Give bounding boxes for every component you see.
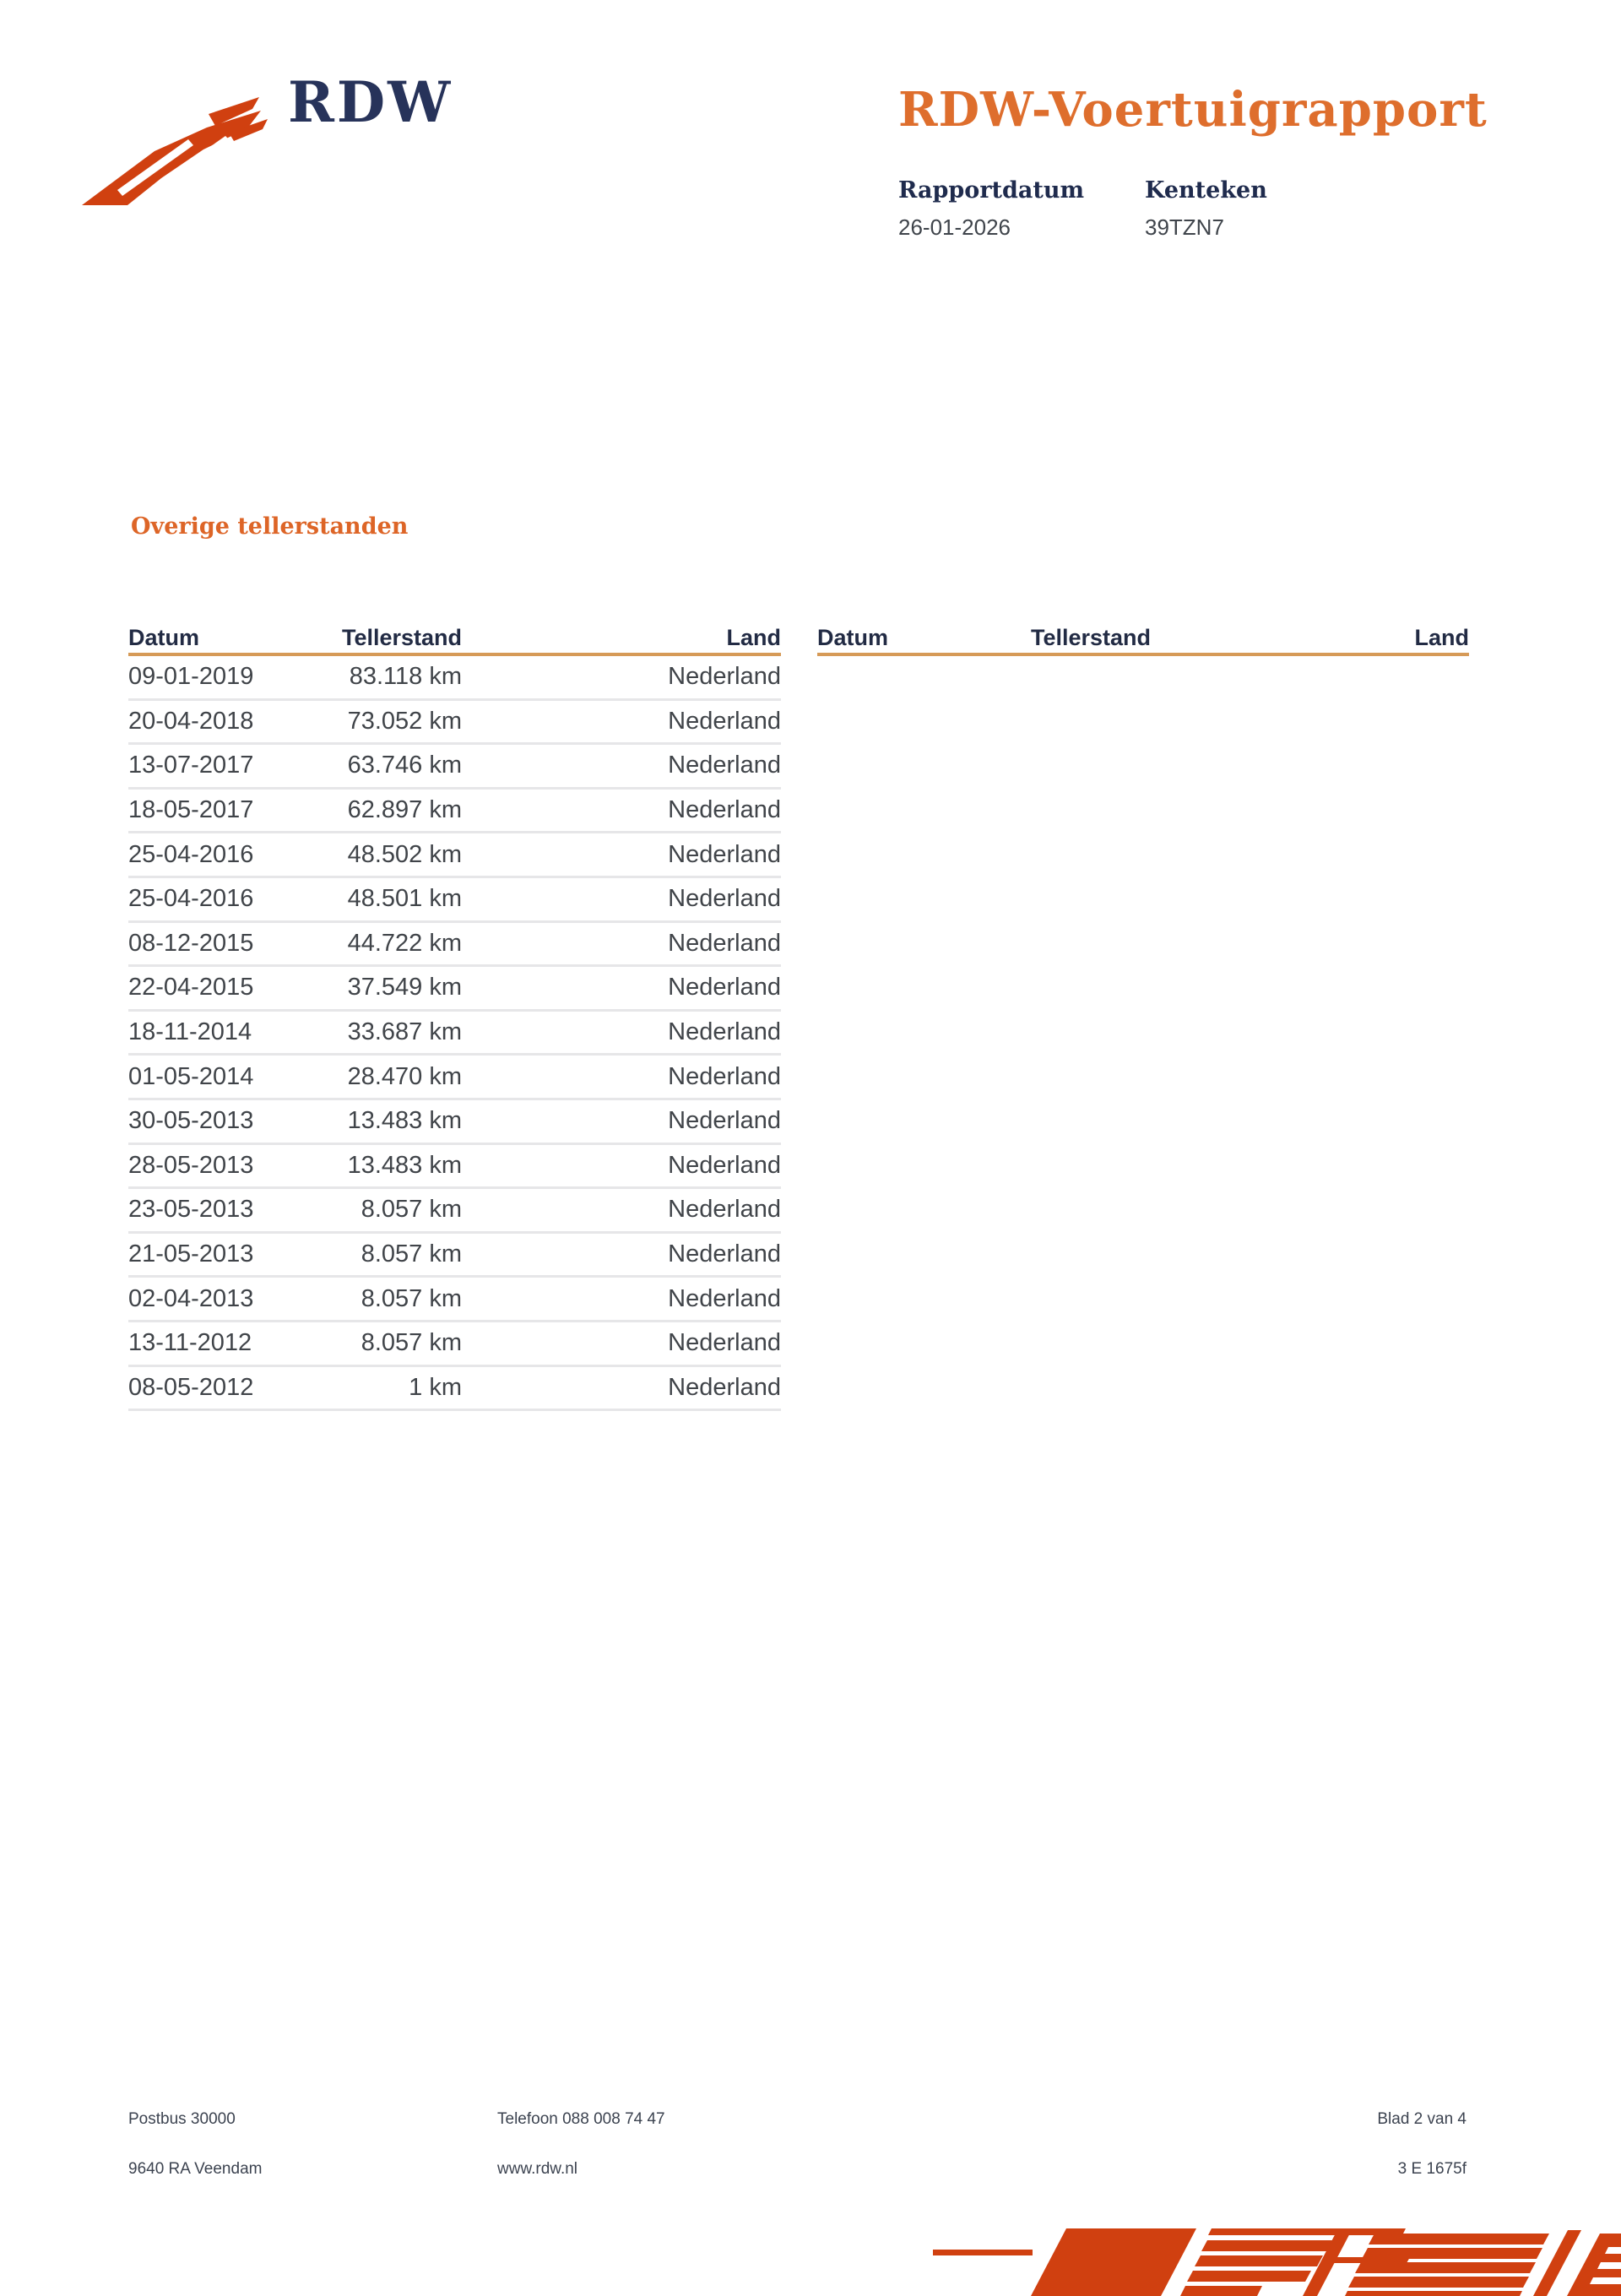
cell-datum: 21-05-2013 <box>128 1240 254 1268</box>
table-row <box>128 1012 781 1056</box>
cell-land: Nederland <box>668 1284 781 1312</box>
cell-datum: 13-11-2012 <box>128 1329 252 1357</box>
table-header-row <box>817 622 1469 656</box>
table-row <box>128 701 781 746</box>
cell-land: Nederland <box>668 929 781 957</box>
report-date-label: Rapportdatum <box>898 177 1085 204</box>
cell-land: Nederland <box>668 1151 781 1179</box>
cell-tellerstand: 8.057 km <box>361 1329 462 1357</box>
cell-land: Nederland <box>668 796 781 824</box>
rdw-logo-wordmark: RDW <box>288 69 453 135</box>
section-heading-overige-tellerstanden: Overige tellerstanden <box>131 513 409 540</box>
cell-land: Nederland <box>668 885 781 913</box>
table-row <box>128 1145 781 1190</box>
table-row <box>128 745 781 790</box>
cell-datum: 01-05-2014 <box>128 1062 254 1090</box>
column-header-datum: Datum <box>817 625 889 650</box>
cell-tellerstand: 62.897 km <box>347 796 462 824</box>
cell-tellerstand: 73.052 km <box>347 707 462 735</box>
cell-datum: 28-05-2013 <box>128 1151 254 1179</box>
footer-postbus: Postbus 30000 <box>128 2110 236 2128</box>
cell-datum: 25-04-2016 <box>128 840 254 868</box>
table-row <box>128 790 781 834</box>
cell-datum: 23-05-2013 <box>128 1196 254 1224</box>
cell-tellerstand: 13.483 km <box>347 1107 462 1135</box>
table-row <box>128 1322 781 1367</box>
cell-tellerstand: 8.057 km <box>361 1284 462 1312</box>
table-row <box>128 878 781 923</box>
license-plate-value: 39TZN7 <box>1145 214 1224 240</box>
cell-datum: 09-01-2019 <box>128 663 254 691</box>
cell-land: Nederland <box>668 1329 781 1357</box>
table-row <box>128 1100 781 1145</box>
cell-datum: 18-11-2014 <box>128 1018 252 1046</box>
table-body <box>128 656 781 1411</box>
cell-tellerstand: 48.501 km <box>347 885 462 913</box>
cell-land: Nederland <box>668 1373 781 1401</box>
cell-tellerstand: 28.470 km <box>347 1062 462 1090</box>
license-plate-label: Kenteken <box>1145 177 1267 204</box>
table-header-row <box>128 622 781 656</box>
cell-datum: 22-04-2015 <box>128 974 254 1001</box>
rdw-speed-stripes-icon <box>933 2228 1621 2296</box>
cell-land: Nederland <box>668 707 781 735</box>
table-row <box>128 656 781 701</box>
cell-datum: 13-07-2017 <box>128 752 254 779</box>
cell-land: Nederland <box>668 840 781 868</box>
footer-phone: Telefoon 088 008 74 47 <box>497 2110 665 2128</box>
footer-city: 9640 RA Veendam <box>128 2160 263 2178</box>
cell-tellerstand: 8.057 km <box>361 1240 462 1268</box>
column-header-datum: Datum <box>128 625 200 650</box>
table-row <box>128 1367 781 1412</box>
cell-land: Nederland <box>668 663 781 691</box>
footer-form-code: 3 E 1675f <box>1397 2160 1466 2178</box>
column-header-land: Land <box>726 625 781 650</box>
cell-datum: 20-04-2018 <box>128 707 254 735</box>
cell-land: Nederland <box>668 1240 781 1268</box>
cell-datum: 02-04-2013 <box>128 1284 254 1312</box>
table-row <box>128 1056 781 1100</box>
cell-tellerstand: 33.687 km <box>347 1018 462 1046</box>
table-row <box>128 923 781 968</box>
cell-tellerstand: 48.502 km <box>347 840 462 868</box>
footer-website: www.rdw.nl <box>497 2160 578 2178</box>
cell-datum: 18-05-2017 <box>128 796 254 824</box>
table-row <box>128 1234 781 1278</box>
cell-land: Nederland <box>668 1018 781 1046</box>
cell-datum: 30-05-2013 <box>128 1107 254 1135</box>
table-row <box>128 1189 781 1234</box>
cell-land: Nederland <box>668 974 781 1001</box>
cell-datum: 25-04-2016 <box>128 885 254 913</box>
rdw-wing-logo-icon <box>80 89 270 207</box>
cell-datum: 08-12-2015 <box>128 929 254 957</box>
table-row <box>128 1278 781 1322</box>
cell-tellerstand: 8.057 km <box>361 1196 462 1224</box>
cell-land: Nederland <box>668 1062 781 1090</box>
footer-page-number: Blad 2 van 4 <box>1377 2110 1466 2128</box>
cell-tellerstand: 63.746 km <box>347 752 462 779</box>
cell-tellerstand: 37.549 km <box>347 974 462 1001</box>
column-header-land: Land <box>1414 625 1469 650</box>
page-title: RDW-Voertuigrapport <box>898 82 1488 138</box>
odometer-table-left <box>128 622 781 1411</box>
odometer-table-right <box>817 622 1469 656</box>
cell-tellerstand: 13.483 km <box>347 1151 462 1179</box>
cell-tellerstand: 1 km <box>409 1373 462 1401</box>
cell-tellerstand: 44.722 km <box>347 929 462 957</box>
cell-tellerstand: 83.118 km <box>349 663 462 691</box>
cell-datum: 08-05-2012 <box>128 1373 254 1401</box>
cell-land: Nederland <box>668 752 781 779</box>
cell-land: Nederland <box>668 1107 781 1135</box>
table-row <box>128 833 781 878</box>
column-header-tellerstand: Tellerstand <box>1030 625 1151 650</box>
report-date-value: 26-01-2026 <box>898 214 1011 240</box>
column-header-tellerstand: Tellerstand <box>341 625 462 650</box>
cell-land: Nederland <box>668 1196 781 1224</box>
table-row <box>128 967 781 1012</box>
